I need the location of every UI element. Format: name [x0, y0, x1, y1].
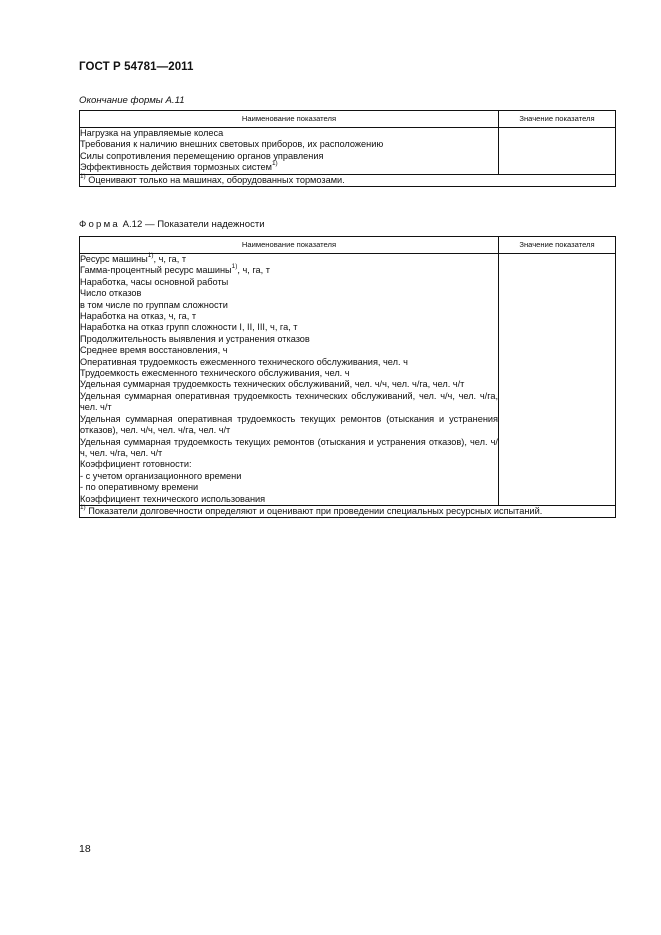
list-item: Коэффициент готовности:	[80, 459, 192, 470]
list-item-text: Гамма-процентный ресурс машины	[80, 265, 232, 276]
list-item: Число отказов	[80, 288, 142, 299]
list-item-units: , ч, га, т	[237, 265, 270, 276]
list-item: Наработка, часы основной работы	[80, 276, 229, 287]
list-item: - по оперативному времени	[80, 482, 199, 493]
list-item	[80, 251, 498, 265]
column-header-value: Значение показателя	[499, 237, 616, 254]
footnote-reference: 1)	[271, 160, 278, 168]
list-item: Удельная суммарная трудоемкость текущих ремонтов (отыскания и устранения отказов), чел. ч/ч, чел. ч/га, чел. ч/т	[80, 436, 498, 458]
footnote-text: Оценивают только на машинах, оборудованных тормозами.	[88, 174, 345, 185]
indicator-list	[80, 251, 499, 506]
value-cell	[499, 254, 616, 506]
list-item: Продолжительность выявления и устранения отказов	[80, 333, 310, 344]
form-title: А.12 — Показатели надежности	[122, 219, 265, 230]
list-item-text: Ресурс машины	[80, 254, 148, 264]
footnote-reference: 1)	[231, 263, 238, 271]
form-label: Форма	[79, 219, 120, 230]
footnote	[80, 505, 616, 517]
form-a11-caption: Окончание формы А.11	[79, 95, 185, 106]
list-item: Среднее время восстановления, ч	[80, 345, 228, 356]
list-item	[80, 162, 498, 173]
form-a12-table	[79, 236, 616, 518]
list-item: Оперативная трудоемкость ежесменного технического обслуживания, чел. ч	[80, 356, 408, 367]
footnote	[80, 174, 616, 186]
list-item: - с учетом организационного времени	[80, 470, 242, 481]
footnote-text: Показатели долговечности определяют и оценивают при проведении специальных ресурсных испытаний.	[88, 505, 543, 516]
list-item: Наработка на отказ групп сложности I, II, III, ч, га, т	[80, 322, 298, 333]
list-item: Наработка на отказ, ч, га, т	[80, 311, 197, 322]
list-item: Требования к наличию внешних световых приборов, их расположению	[80, 139, 384, 150]
list-item-text: Эффективность действия тормозных систем	[80, 162, 272, 173]
list-item	[80, 265, 498, 276]
list-item: Трудоемкость ежесменного технического обслуживания, чел. ч	[80, 368, 350, 379]
list-item: Удельная суммарная оперативная трудоемкость текущих ремонтов (отыскания и устранения отказов), чел. ч/ч, чел. ч/га, чел. ч/т	[80, 413, 498, 436]
list-item: в том числе по группам сложности	[80, 299, 228, 310]
footnote-mark: 1)	[80, 172, 86, 180]
form-a11-table	[79, 110, 616, 187]
column-header-name: Наименование показателя	[80, 111, 499, 128]
form-a12-caption	[79, 219, 265, 230]
footnote-reference: 1)	[147, 251, 154, 259]
list-item: Силы сопротивления перемещению органов управления	[80, 150, 324, 161]
column-header-name: Наименование показателя	[80, 237, 499, 254]
list-item: Удельная суммарная оперативная трудоемкость технических обслуживаний, чел. ч/ч, чел. ч/га, чел. ч/т	[80, 390, 498, 413]
list-item: Нагрузка на управляемые колеса	[80, 128, 224, 138]
list-item: Коэффициент технического использования	[80, 493, 266, 504]
value-cell	[499, 128, 616, 175]
page-number: 18	[79, 843, 91, 855]
indicator-list	[80, 128, 499, 175]
list-item: Удельная суммарная трудоемкость технических обслуживаний, чел. ч/ч, чел. ч/га, чел. ч/т	[80, 379, 465, 390]
column-header-value: Значение показателя	[499, 111, 616, 128]
list-item-units: , ч, га, т	[153, 254, 187, 264]
document-header: ГОСТ Р 54781—2011	[79, 61, 194, 73]
footnote-mark: 1)	[80, 503, 86, 511]
